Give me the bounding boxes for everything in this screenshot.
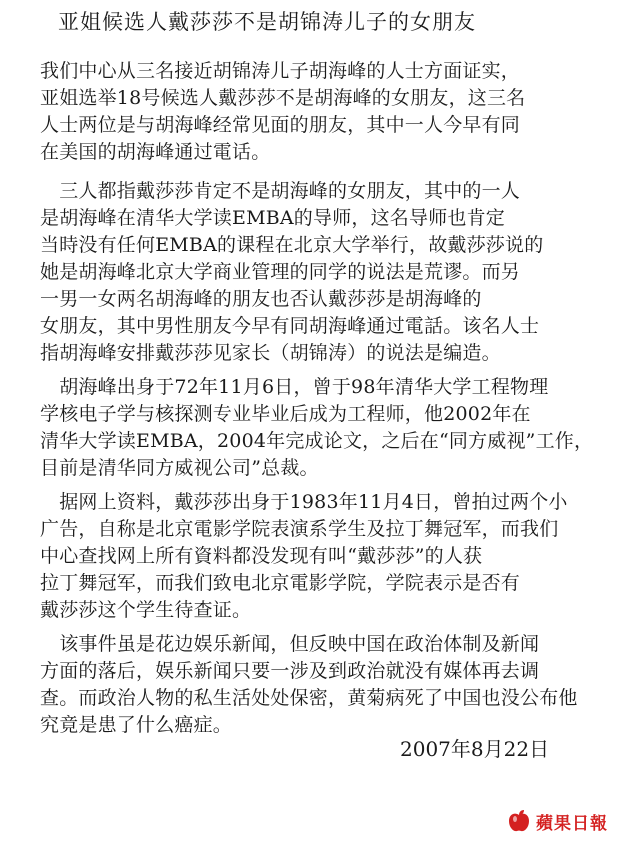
letter-line: 中心查找网上所有資料都没发现有叫“戴莎莎”的人获 — [40, 545, 483, 567]
letter-line: 学核电子学与核探测专业毕业后成为工程师，他2002年在 — [40, 403, 531, 425]
letter-line: 广告，自称是北京電影学院表演系学生及拉丁舞冠军，而我们 — [40, 518, 559, 540]
letter-line: 戴莎莎这个学生待查证。 — [40, 599, 252, 621]
letter-line: 亚姐选举18号候选人戴莎莎不是胡海峰的女朋友，这三名 — [40, 87, 526, 109]
letter-line: 究竟是患了什么癌症。 — [40, 714, 233, 736]
letter-line: 拉丁舞冠军，而我们致电北京電影学院，学院表示是否有 — [40, 572, 521, 594]
letter-date: 2007年8月22日 — [400, 737, 550, 761]
letter-line: 在美国的胡海峰通过電话。 — [40, 141, 271, 163]
letter-line: 一男一女两名胡海峰的朋友也否认戴莎莎是胡海峰的 — [40, 288, 482, 310]
letter-line: 该事件虽是花边娱乐新闻，但反映中国在政治体制及新闻 — [40, 633, 540, 655]
letter-line: 查。而政治人物的私生活处处保密，黄菊病死了中国也没公布他 — [40, 687, 578, 709]
letter-line: 胡海峰出身于72年11月6日，曾于98年清华大学工程物理 — [40, 376, 549, 398]
letter-line: 女朋友，其中男性朋友今早有同胡海峰通过電話。该名人士 — [40, 315, 540, 337]
letter-line: 人士两位是与胡海峰经常见面的朋友，其中一人今早有同 — [40, 114, 521, 136]
apple-daily-watermark — [506, 806, 608, 836]
letter-line: 目前是清华同方威视公司”总裁。 — [40, 457, 319, 479]
letter-line: 方面的落后，娱乐新闻只要一涉及到政治就没有媒体再去调 — [40, 660, 540, 682]
letter-title: 亚姐候选人戴莎莎不是胡锦涛儿子的女朋友 — [58, 10, 476, 34]
letter-line: 我们中心从三名接近胡锦涛儿子胡海峰的人士方面证实， — [40, 60, 521, 82]
letter-line: 指胡海峰安排戴莎莎见家长（胡锦涛）的说法是编造。 — [40, 342, 501, 364]
letter-line: 据网上资料，戴莎莎出身于1983年11月4日，曾拍过两个小 — [40, 491, 568, 513]
letter-line: 清华大学读EMBA，2004年完成论文，之后在“同方威视”工作， — [40, 430, 594, 452]
letter-line: 三人都指戴莎莎肯定不是胡海峰的女朋友，其中的一人 — [40, 180, 521, 202]
watermark-text: 蘋果日報 — [536, 813, 608, 834]
apple-logo-icon — [506, 808, 532, 834]
letter-line: 她是胡海峰北京大学商业管理的同学的说法是荒谬。而另 — [40, 261, 521, 283]
letter-line: 是胡海峰在清华大学读EMBA的导师，这名导师也肯定 — [40, 207, 506, 229]
letter-line: 当時没有任何EMBA的课程在北京大学举行，故戴莎莎说的 — [40, 234, 544, 256]
